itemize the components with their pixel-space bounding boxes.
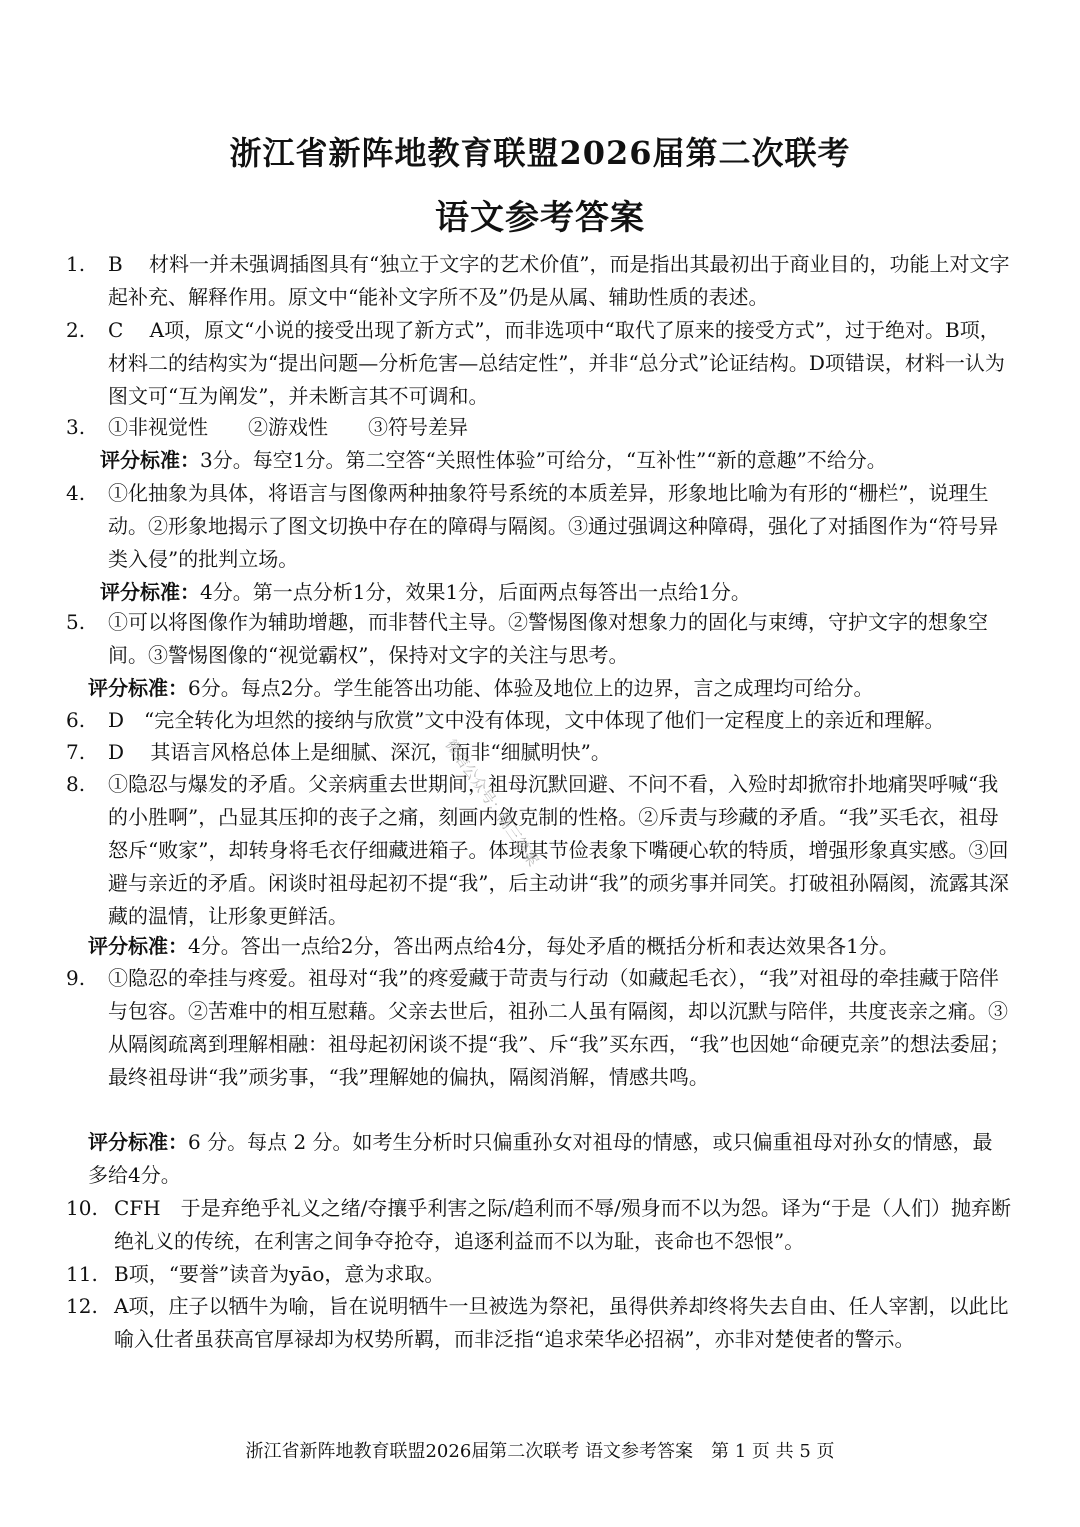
scoring-text: 4分。第一点分析1分，效果1分，后面两点每答出一点给1分。 [200, 580, 751, 604]
item-text: B项，“要誉”读音为yāo，意为求取。 [114, 1262, 445, 1286]
answer-item-7 [66, 736, 1016, 769]
answer-item-8 [66, 768, 1016, 933]
scoring-label: 评分标准： [88, 934, 188, 958]
scoring-text: 6 分。每点 2 分。如考生分析时只偏重孙女对祖母的情感，或只偏重祖母对孙女的情感，最多给4分。 [88, 1130, 993, 1187]
scoring-label: 评分标准： [100, 580, 200, 604]
answer-item-3 [66, 411, 1016, 444]
answer-item-2 [66, 314, 1016, 413]
item-text: ①隐忍与爆发的矛盾。父亲病重去世期间，祖母沉默回避、不问不看，入殓时却掀帘扑地痛哭呼喊“我的小胜啊”，凸显其压抑的丧子之痛，刻画内敛克制的性格。②斥责与珍藏的矛盾。“我”买毛衣，祖母怒斥“败家”，却转身将毛衣仔细藏进箱子。体现其节俭表象下嘴硬心软的特质，增强形象真实感。③回避与亲近的矛盾。闲谈时祖母起初不提“我”，后主动讲“我”的顽劣事并同笑。打破祖孙隔阂，流露其深藏的温情，让形象更鲜活。 [108, 772, 1009, 928]
item-text: A项，庄子以牺牛为喻，旨在说明牺牛一旦被选为祭祀，虽得供养却终将失去自由、任人宰割，以此比喻入仕者虽获高官厚禄却为权势所羁，而非泛指“追求荣华必招祸”，亦非对楚使者的警示。 [114, 1294, 1009, 1351]
watermark: 微信公众号：高三答案 [441, 736, 543, 870]
answer-item-4 [66, 477, 1016, 576]
item-text: ①隐忍的牵挂与疼爱。祖母对“我”的疼爱藏于苛责与行动（如藏起毛衣），“我”对祖母的牵挂藏于陪伴与包容。②苦难中的相互慰藉。父亲去世后，祖孙二人虽有隔阂，却以沉默与陪伴，共度丧亲之痛。③从隔阂疏离到理解相融：祖母起初闲谈不提“我”、斥“我”买东西，“我”也因她“命硬克亲”的想法委屈；最终祖母讲“我”顽劣事，“我”理解她的偏执，隔阂消解，情感共鸣。 [108, 966, 1010, 1089]
item-text: CFH 于是弃绝乎礼义之绪/夺攘乎利害之际/趋利而不辱/殒身而不以为怨。译为“于是（人们）抛弃断绝礼义的传统，在利害之间争夺抢夺，追逐利益而不以为耻，丧命也不怨恨”。 [114, 1196, 1012, 1253]
scoring-standard-3 [100, 444, 1016, 477]
scoring-standard-8 [88, 930, 1004, 963]
scoring-text: 3分。每空1分。第二空答“关照性体验”可给分，“互补性”“新的意趣”不给分。 [200, 448, 887, 472]
answer-item-10 [66, 1192, 1016, 1258]
page-footer: 浙江省新阵地教育联盟2026届第二次联考 语文参考答案 第 1 页 共 5 页 [245, 1441, 835, 1462]
page-title: 浙江省新阵地教育联盟2026届第二次联考 [229, 134, 851, 172]
item-number: 5. [66, 610, 86, 634]
item-text: D 其语言风格总体上是细腻、深沉，而非“细腻明快”。 [108, 740, 611, 764]
item-number: 3. [66, 415, 86, 439]
item-number: 10. [66, 1196, 98, 1220]
item-number: 2. [66, 318, 86, 342]
scoring-label: 评分标准： [88, 676, 188, 700]
item-number: 6. [66, 708, 86, 732]
answer-item-6 [66, 704, 1016, 737]
scoring-standard-4 [100, 576, 1016, 609]
item-number: 9. [66, 966, 86, 990]
item-number: 7. [66, 740, 86, 764]
item-text: ①可以将图像作为辅助增趣，而非替代主导。②警惕图像对想象力的固化与束缚，守护文字的想象空间。③警惕图像的“视觉霸权”，保持对文字的关注与思考。 [108, 610, 988, 667]
item-text: B 材料一并未强调插图具有“独立于文字的艺术价值”，而是指出其最初出于商业目的，功能上对文字起补充、解释作用。原文中“能补文字所不及”仍是从属、辅助性质的表述。 [108, 252, 1010, 309]
scoring-standard-5 [88, 672, 1004, 705]
answer-item-11 [66, 1258, 1016, 1291]
scoring-text: 4分。答出一点给2分，答出两点给4分，每处矛盾的概括分析和表达效果各1分。 [188, 934, 899, 958]
item-number: 8. [66, 772, 86, 796]
item-number: 1. [66, 252, 86, 276]
scoring-standard-9 [88, 1126, 1004, 1192]
answer-item-9 [66, 962, 1016, 1094]
answer-item-12 [66, 1290, 1016, 1356]
scoring-text: 6分。每点2分。学生能答出功能、体验及地位上的边界，言之成理均可给分。 [188, 676, 874, 700]
item-number: 12. [66, 1294, 98, 1318]
item-text: C A项，原文“小说的接受出现了新方式”，而非选项中“取代了原来的接受方式”，过于绝对。B项，材料二的结构实为“提出问题—分析危害—总结定性”，并非“总分式”论证结构。D项错误，材料一认为图文可“互为阐发”，并未断言其不可调和。 [108, 318, 1005, 408]
scoring-label: 评分标准： [100, 448, 200, 472]
answer-item-1 [66, 248, 1016, 314]
scoring-label: 评分标准： [88, 1130, 188, 1154]
item-text: D “完全转化为坦然的接纳与欣赏”文中没有体现，文中体现了他们一定程度上的亲近和理解。 [108, 708, 945, 732]
item-text: ①非视觉性 ②游戏性 ③符号差异 [108, 415, 468, 439]
item-number: 4. [66, 481, 86, 505]
item-text: ①化抽象为具体，将语言与图像两种抽象符号系统的本质差异，形象地比喻为有形的“栅栏”，说理生动。②形象地揭示了图文切换中存在的障碍与隔阂。③通过强调这种障碍，强化了对插图作为“符号异类入侵”的批判立场。 [108, 481, 999, 571]
answer-item-5 [66, 606, 1016, 672]
item-number: 11. [66, 1262, 98, 1286]
page-subtitle: 语文参考答案 [435, 198, 645, 238]
